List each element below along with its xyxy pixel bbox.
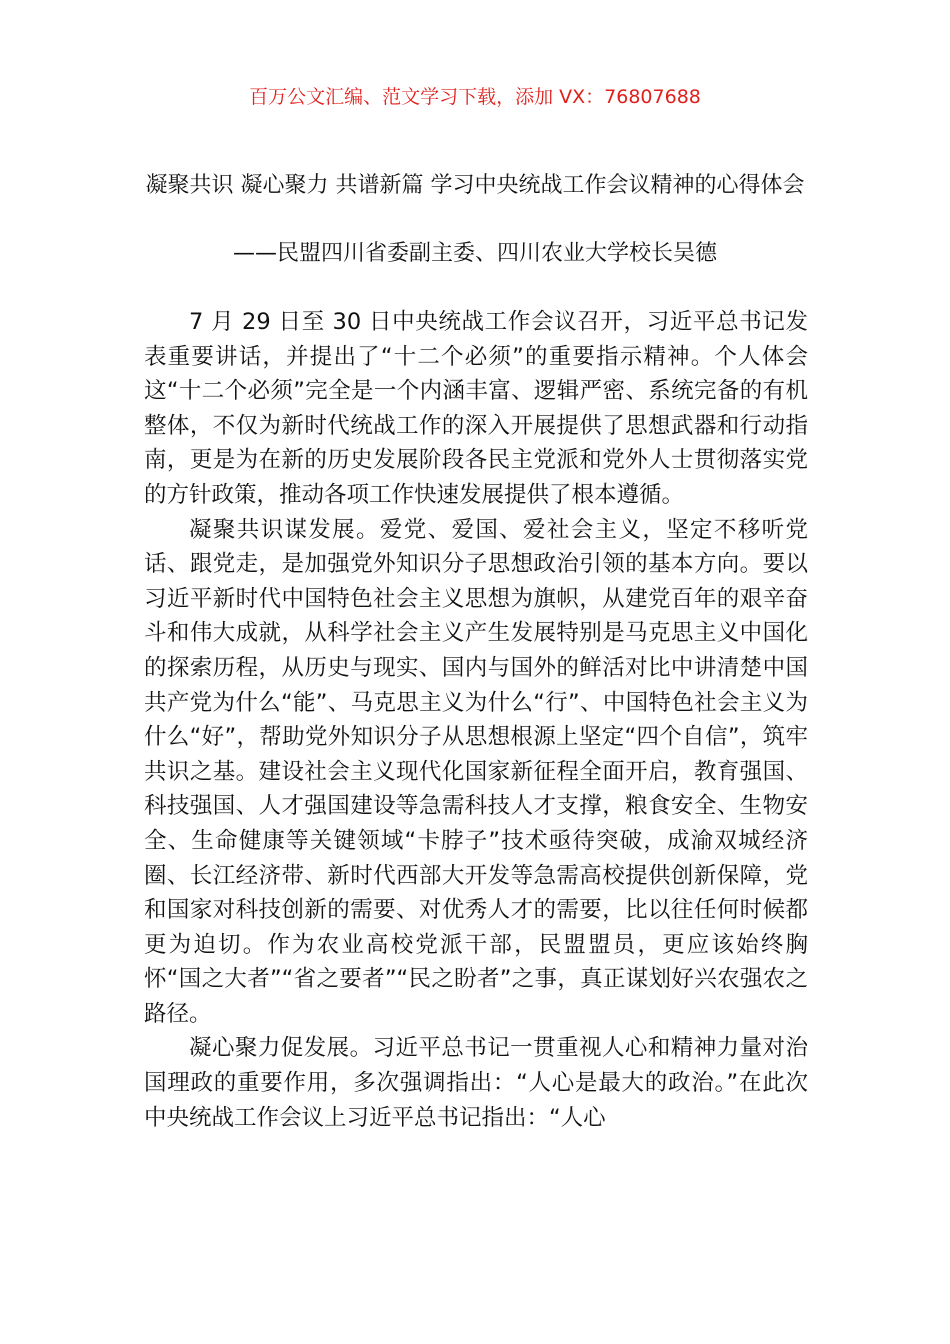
document-body [144, 305, 808, 1135]
document-title: 凝聚共识 凝心聚力 共谱新篇 学习中央统战工作会议精神的心得体会 [145, 173, 805, 198]
paragraph-3: 凝心聚力促发展。习近平总书记一贯重视人心和精神力量对治国理政的重要作用，多次强调指出：“人心是最大的政治。”在此次中央统战工作会议上习近平总书记指出：“人心 [144, 1035, 808, 1131]
paragraph-1: 7 月 29 日至 30 日中央统战工作会议召开，习近平总书记发表重要讲话，并提出了“十二个必须”的重要指示精神。个人体会这“十二个必须”完全是一个内涵丰富、逻辑严密、系统完备的有机整体，不仅为新时代统战工作的深入开展提供了思想武器和行动指南，更是为在新的历史发展阶段各民主党派和党外人士贯彻落实党的方针政策，推动各项工作快速发展提供了根本遵循。 [144, 309, 808, 508]
header-banner: 百万公文汇编、范文学习下载，添加 VX：76807688 [249, 86, 701, 108]
paragraph-2: 凝聚共识谋发展。爱党、爱国、爱社会主义，坚定不移听党话、跟党走，是加强党外知识分子思想政治引领的基本方向。要以习近平新时代中国特色社会主义思想为旗帜，从建党百年的艰辛奋斗和伟大成就，从科学社会主义产生发展特别是马克思主义中国化的探索历程，从历史与现实、国内与国外的鲜活对比中讲清楚中国共产党为什么“能”、马克思主义为什么“行”、中国特色社会主义为什么“好”，帮助党外知识分子从思想根源上坚定“四个自信”，筑牢共识之基。建设社会主义现代化国家新征程全面开启，教育强国、科技强国、人才强国建设等急需科技人才支撑，粮食安全、生物安全、生命健康等关键领域“卡脖子”技术亟待突破，成渝双城经济圈、长江经济带、新时代西部大开发等急需高校提供创新保障，党和国家对科技创新的需要、对优秀人才的需要，比以往任何时候都更为迫切。作为农业高校党派干部，民盟盟员，更应该始终胸怀“国之大者”“省之要者”“民之盼者”之事，真正谋划好兴农强农之路径。 [144, 516, 808, 1027]
document-subtitle: ——民盟四川省委副主委、四川农业大学校长吴德 [232, 241, 717, 266]
